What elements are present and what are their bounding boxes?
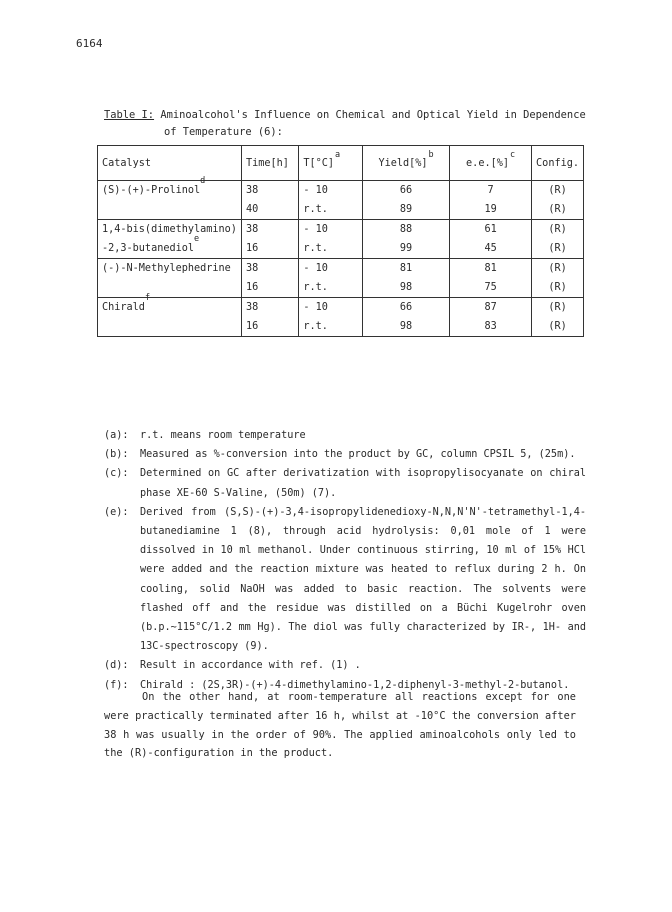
temp-cell: - 10 — [299, 259, 363, 279]
caption-line2: of Temperature (6): — [164, 126, 283, 138]
yield-cell: 98 — [362, 278, 449, 298]
time-cell: 38 — [241, 220, 298, 240]
footnote-text: r.t. means room temperature — [140, 430, 306, 441]
temp-cell: - 10 — [299, 298, 363, 318]
yield-cell: 81 — [362, 259, 449, 279]
header-temp-label: T[°C] — [303, 157, 334, 169]
catalyst-name-text: (S)-(+)-Prolinol — [102, 185, 201, 196]
footnote-text: Measured as %-conversion into the product by GC, column CPSIL 5, (25m). — [140, 449, 576, 461]
page-number: 6164 — [76, 37, 103, 50]
header-temp-footnote-mark: a — [334, 149, 341, 160]
catalyst-name: (-)-N-Methylephedrine — [98, 259, 242, 279]
footnote-text: Derived from (S,S)-(+)-3,4-isopropylidenedioxy-N,N,N'N'-tetramethyl-1,4-butanediamine 1 (8), through acid hydrolysis: 0,01 mole of 1 were dissolved in 10 ml methanol. Under continuous stirring, 10 ml of 15% HCl were added and the reaction mixture was heated to reflux during 2 h. On cooling, solid NaOH was added to basic reaction. The solvents were flashed off and the residue was distilled on a Büchi Kugelrohr oven (b.p.~115°C/1.2 mm Hg). The diol was fully characterized by IR-, 1H- and 13C-spectroscopy (9). — [140, 506, 586, 653]
table-row — [98, 278, 584, 298]
catalyst-name-cont — [98, 234, 242, 259]
yield-cell: 66 — [362, 298, 449, 318]
catalyst-name-cont — [98, 278, 242, 298]
table-caption — [104, 107, 594, 141]
time-cell: 38 — [241, 181, 298, 201]
footnote-key: (c): — [104, 468, 129, 480]
config-cell: (R) — [532, 200, 584, 220]
temp-cell: r.t. — [299, 278, 363, 298]
ee-cell: 83 — [450, 317, 532, 337]
yield-cell: 66 — [362, 181, 449, 201]
catalyst-name-text: Chirald — [102, 302, 145, 313]
footnote-text: Chirald : (2S,3R)-(+)-4-dimethylamino-1,2-diphenyl-3-methyl-2-butanol. — [140, 679, 570, 691]
config-cell: (R) — [532, 220, 584, 240]
temp-cell: r.t. — [299, 239, 363, 259]
config-cell: (R) — [532, 181, 584, 201]
header-ee-footnote-mark: c — [509, 149, 516, 160]
footnote-key: (e): — [104, 506, 129, 518]
caption-line1: Aminoalcohol's Influence on Chemical and Optical Yield in Dependence — [160, 109, 586, 121]
temp-cell: - 10 — [299, 220, 363, 240]
catalyst-name: 1,4-bis(dimethylamino) — [98, 220, 242, 240]
caption-label: Table I: — [104, 109, 155, 121]
catalyst-name-cont — [98, 200, 242, 220]
ee-cell: 19 — [450, 200, 532, 220]
time-cell: 38 — [241, 259, 298, 279]
table-row — [98, 239, 584, 259]
footnote-e — [104, 503, 586, 657]
body-paragraph-text: On the other hand, at room-temperature all reactions except for one were practically terminated after 16 h, whilst at -10°C the conversion after 38 h was usually in the order of 90%. The applied aminoalcohols only led to the (R)-configuration in the product. — [104, 691, 576, 760]
footnote-text: Determined on GC after derivatization with isopropylisocyanate on chiral phase XE-60 S-Valine, (50m) (7). — [140, 468, 586, 499]
time-cell: 40 — [241, 200, 298, 220]
time-cell: 16 — [241, 317, 298, 337]
footnote-key: (b): — [104, 449, 129, 461]
ee-cell: 75 — [450, 278, 532, 298]
footnotes — [104, 426, 586, 695]
time-cell: 16 — [241, 278, 298, 298]
catalyst-name-cont — [98, 317, 242, 337]
header-yield-footnote-mark: b — [428, 149, 434, 160]
footnote-key: (a): — [104, 430, 129, 441]
table-row — [98, 220, 584, 240]
temp-cell: - 10 — [299, 181, 363, 201]
header-config: Config. — [532, 146, 584, 181]
footnote-b — [104, 445, 586, 464]
yield-cell: 98 — [362, 317, 449, 337]
header-temp — [299, 146, 363, 181]
ee-cell: 61 — [450, 220, 532, 240]
table-row — [98, 200, 584, 220]
catalyst-name — [98, 176, 242, 201]
table-row — [98, 181, 584, 201]
ee-cell: 45 — [450, 239, 532, 259]
header-yield — [362, 146, 449, 181]
header-ee — [450, 146, 532, 181]
time-cell: 38 — [241, 298, 298, 318]
body-paragraph — [104, 688, 576, 763]
config-cell: (R) — [532, 298, 584, 318]
ee-cell: 7 — [450, 181, 532, 201]
catalyst-name — [98, 293, 242, 318]
table-header-row — [98, 146, 584, 181]
config-cell: (R) — [532, 259, 584, 279]
temp-cell: r.t. — [299, 200, 363, 220]
header-time: Time[h] — [241, 146, 298, 181]
catalyst-footnote-mark: d — [200, 176, 206, 186]
yield-cell: 99 — [362, 239, 449, 259]
footnote-c — [104, 464, 586, 502]
footnote-a — [104, 426, 586, 445]
table-row — [98, 317, 584, 337]
ee-cell: 87 — [450, 298, 532, 318]
footnote-d — [104, 656, 586, 675]
catalyst-footnote-mark: f — [144, 293, 151, 303]
header-ee-label: e.e.[%] — [466, 157, 509, 169]
footnote-key: (f): — [104, 679, 129, 691]
time-cell: 16 — [241, 239, 298, 259]
table-row — [98, 259, 584, 279]
ee-cell: 81 — [450, 259, 532, 279]
table-row — [98, 298, 584, 318]
header-catalyst: Catalyst — [98, 146, 242, 181]
yield-cell: 88 — [362, 220, 449, 240]
temp-cell: r.t. — [299, 317, 363, 337]
config-cell: (R) — [532, 317, 584, 337]
config-cell: (R) — [532, 278, 584, 298]
footnote-text: Result in accordance with ref. (1) . — [140, 660, 361, 672]
catalyst-footnote-mark: e — [194, 234, 200, 244]
header-yield-label: Yield[%] — [378, 157, 428, 169]
config-cell: (R) — [532, 239, 584, 259]
footnote-key: (d): — [104, 660, 129, 672]
catalyst-name-cont-text: -2,3-butanediol — [102, 243, 195, 254]
yield-cell: 89 — [362, 200, 449, 220]
results-table — [97, 145, 584, 337]
